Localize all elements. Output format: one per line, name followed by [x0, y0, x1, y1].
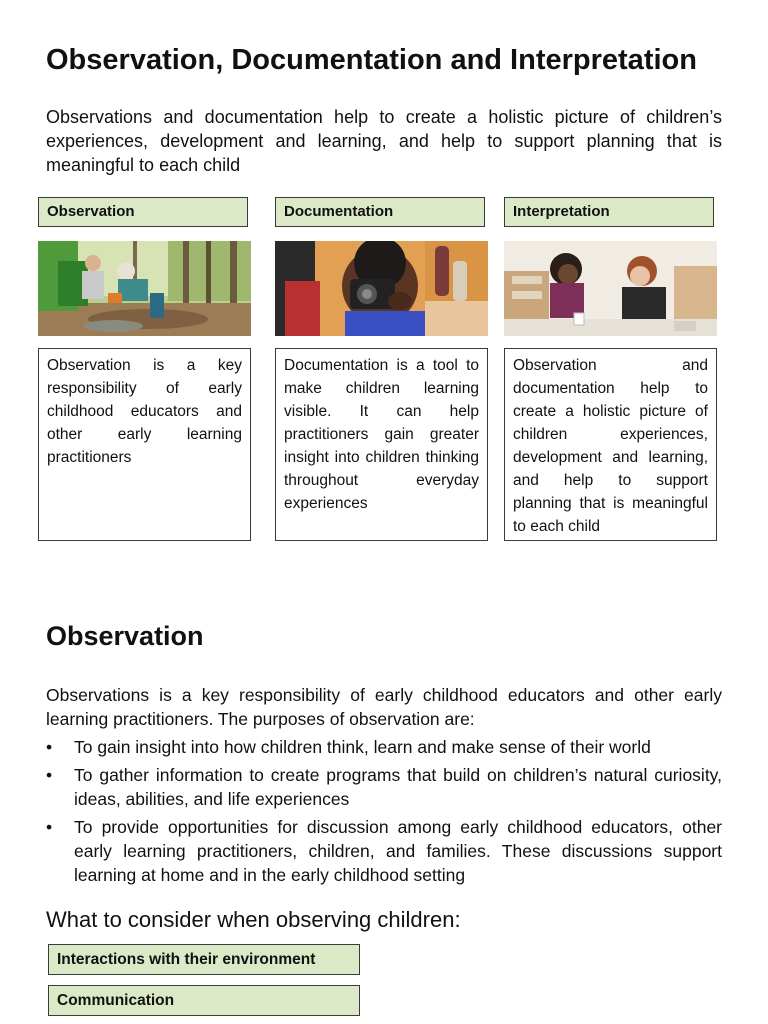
consider-heading: What to consider when observing children: — [46, 907, 461, 932]
bullet-icon: • — [46, 737, 53, 757]
interpretation-description: Observation and documentation help to create a holistic picture of children experiences, development and learning, and help to support planning that is meaningful to each child — [504, 348, 717, 541]
observation-header: Observation — [38, 197, 248, 227]
child-with-camera-photo — [275, 241, 488, 336]
educator-and-child-at-table-photo — [504, 241, 717, 336]
observation-description: Observation is a key responsibility of early childhood educators and other early learning practitioners — [38, 348, 251, 541]
list-item — [46, 763, 722, 811]
list-item-text: To provide opportunities for discussion among early childhood educators, other early learning practitioners, children, and families. These discussions support learning at home and in the early childhood setting — [74, 817, 722, 885]
consider-item-communication: Communication — [48, 985, 360, 1016]
consider-item-interactions: Interactions with their environment — [48, 944, 360, 975]
observation-purpose-list — [46, 735, 722, 891]
children-in-forest-photo — [38, 241, 251, 336]
interpretation-header: Interpretation — [504, 197, 714, 227]
intro-paragraph: Observations and documentation help to create a holistic picture of children’s experiences, development and learning, and help to support planning that is meaningful to each child — [46, 107, 722, 175]
observation-section-title: Observation — [46, 621, 204, 651]
observation-section-intro: Observations is a key responsibility of early childhood educators and other early learning practitioners. The purposes of observation are: — [46, 685, 722, 729]
list-item-text: To gain insight into how children think, learn and make sense of their world — [74, 737, 651, 757]
documentation-description: Documentation is a tool to make children learning visible. It can help practitioners gain greater insight into children thinking throughout everyday experiences — [275, 348, 488, 541]
bullet-icon: • — [46, 765, 53, 785]
bullet-icon: • — [46, 817, 53, 837]
list-item-text: To gather information to create programs that build on children’s natural curiosity, ideas, abilities, and life experiences — [74, 765, 722, 809]
documentation-header: Documentation — [275, 197, 485, 227]
list-item — [46, 735, 722, 759]
page-title: Observation, Documentation and Interpretation — [46, 44, 697, 76]
list-item — [46, 815, 722, 887]
